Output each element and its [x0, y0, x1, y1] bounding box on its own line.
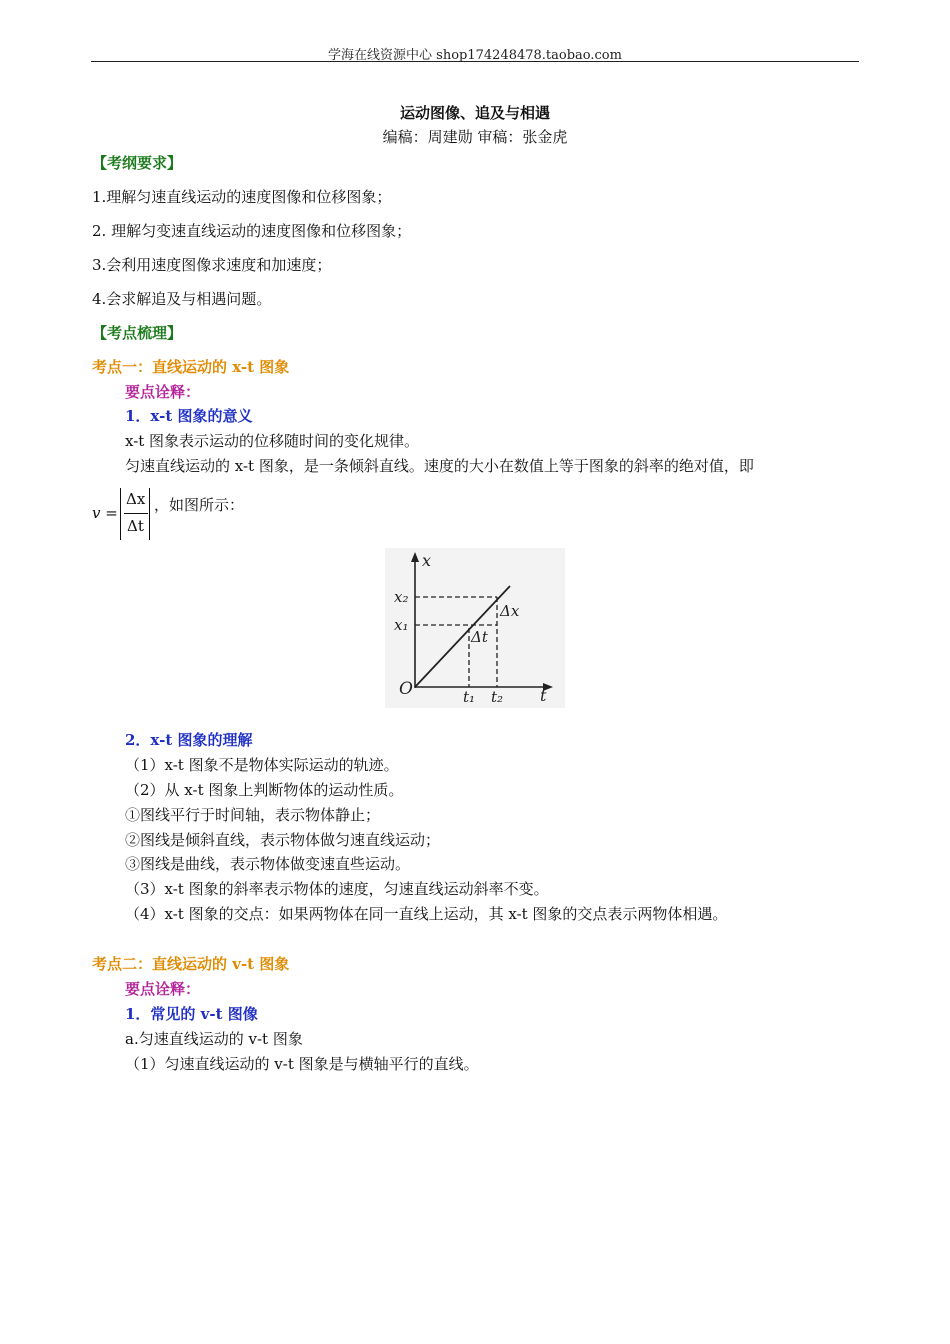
formula-denominator: Δt: [127, 517, 144, 535]
syllabus-heading: 【考纲要求】: [92, 154, 183, 172]
point2-sub1-line-a: a.匀速直线运动的 v-t 图象: [125, 1030, 303, 1048]
x1-label: x₁: [394, 616, 409, 634]
formula-numerator: Δx: [126, 490, 146, 508]
y-axis-label: x: [422, 551, 432, 570]
point2-sub1-title: 1．常见的 v-t 图像: [125, 1005, 258, 1023]
syllabus-item: 1.理解匀速直线运动的速度图像和位移图象；: [92, 188, 392, 206]
t2-label: t₂: [491, 688, 504, 706]
abs-bar-right: [149, 488, 152, 540]
review-heading: 【考点梳理】: [92, 324, 183, 342]
x2-label: x₂: [394, 588, 409, 606]
abs-bar-left: [120, 488, 123, 540]
page-header: 学海在线资源中心 shop174248478.taobao.com: [328, 48, 622, 63]
point1-sub2-line: （2）从 x-t 图象上判断物体的运动性质。: [125, 781, 404, 799]
point1-sub2-line: （4）x-t 图象的交点：如果两物体在同一直线上运动，其 x-t 图象的交点表示两物体相遇。: [125, 905, 728, 923]
syllabus-item: 3.会利用速度图像求速度和加速度；: [92, 256, 332, 274]
doc-editors: 编稿：周建勋 审稿：张金虎: [382, 128, 568, 146]
origin-label: O: [399, 679, 413, 699]
point1-sub2-line: （3）x-t 图象的斜率表示物体的速度，匀速直线运动斜率不变。: [125, 880, 549, 898]
point2-heading: 考点二：直线运动的 v-t 图象: [92, 955, 290, 973]
fraction-bar: [124, 513, 148, 514]
delta-t-label: Δt: [471, 628, 488, 646]
point1-sub1-title: 1．x-t 图象的意义: [125, 407, 253, 425]
point1-heading: 考点一：直线运动的 x-t 图象: [92, 358, 290, 376]
point1-sub1-line2: 匀速直线运动的 x-t 图象，是一条倾斜直线。速度的大小在数值上等于图象的斜率的绝对值，即: [125, 457, 754, 475]
point1-sub2-line: （1）x-t 图象不是物体实际运动的轨迹。: [125, 756, 399, 774]
syllabus-item: 4.会求解追及与相遇问题。: [92, 290, 272, 308]
point1-sub1-line1: x-t 图象表示运动的位移随时间的变化规律。: [125, 432, 420, 450]
formula-tail: ，如图所示：: [154, 496, 245, 514]
delta-x-label: Δx: [500, 602, 520, 620]
formula-lhs: v =: [92, 504, 118, 522]
point1-explain-label: 要点诠释：: [125, 383, 201, 401]
x-axis-label: t: [540, 686, 547, 705]
point1-sub2-line: ②图线是倾斜直线，表示物体做匀速直线运动；: [125, 831, 441, 849]
t1-label: t₁: [463, 688, 476, 706]
point1-sub2-line: ③图线是曲线，表示物体做变速直些运动。: [125, 855, 411, 873]
point1-sub2-line: ①图线平行于时间轴，表示物体静止；: [125, 806, 381, 824]
header-divider: [91, 61, 859, 62]
point2-explain-label: 要点诠释：: [125, 980, 201, 998]
doc-title: 运动图像、追及与相遇: [399, 104, 550, 122]
point2-sub1-line-1: （1）匀速直线运动的 v-t 图象是与横轴平行的直线。: [125, 1055, 479, 1073]
xt-diagram: [385, 548, 565, 708]
point1-sub2-title: 2．x-t 图象的理解: [125, 731, 253, 749]
syllabus-item: 2. 理解匀变速直线运动的速度图像和位移图象；: [92, 222, 412, 240]
